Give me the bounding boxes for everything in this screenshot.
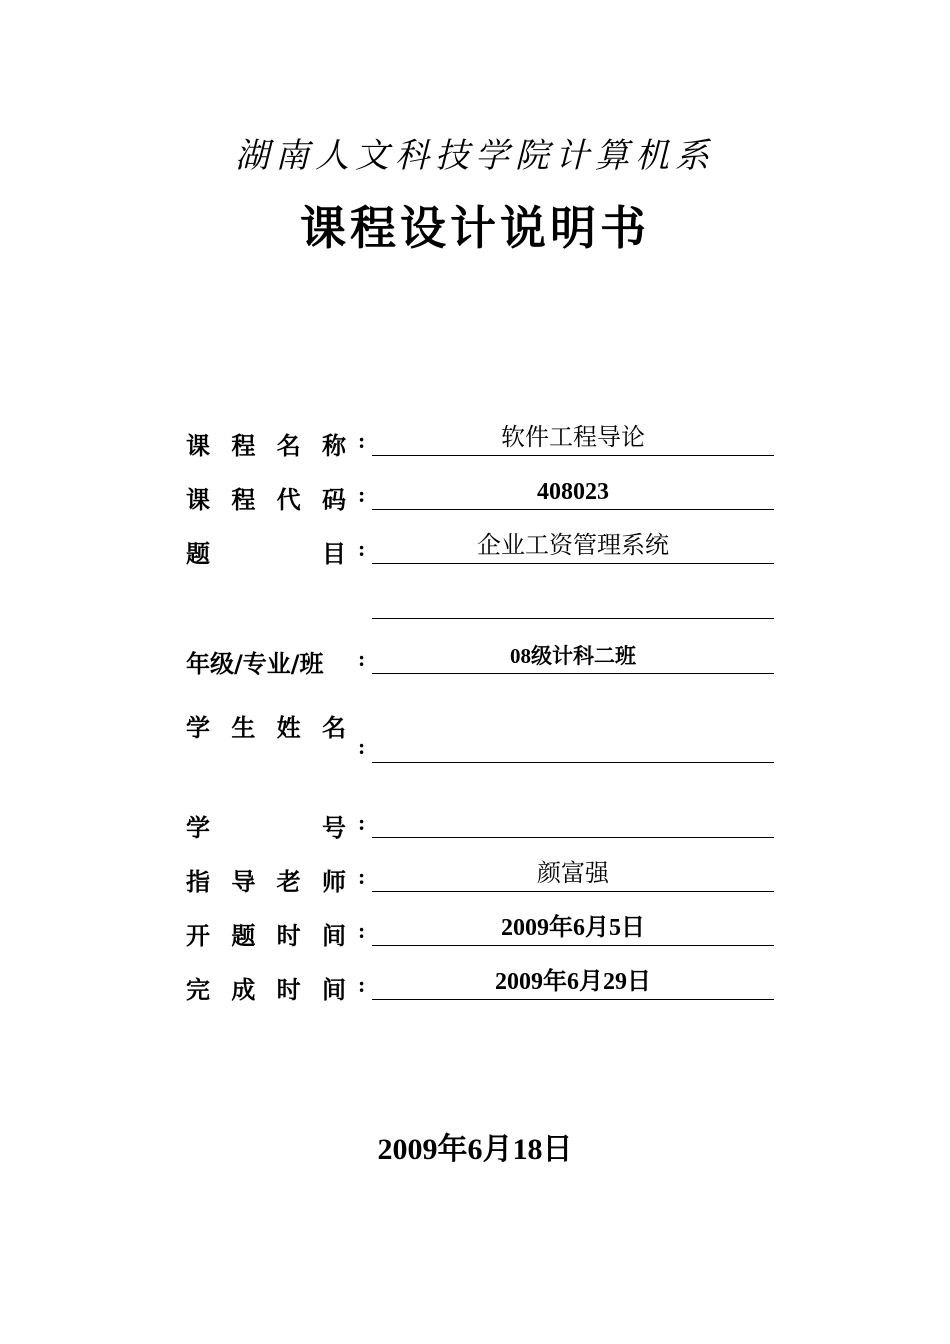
label-char: 程 [231, 432, 256, 460]
student-id-label [186, 808, 346, 843]
label-char: 题 [231, 922, 256, 950]
advisor-label [186, 862, 346, 897]
label-char: 间 [321, 976, 346, 1004]
label-char: 名 [321, 714, 346, 742]
advisor-colon: : [358, 864, 366, 889]
label-char: 开 [186, 922, 210, 950]
school-name: 湖南人文科技学院计算机系 [235, 136, 715, 176]
document-title: 课程设计说明书 [300, 201, 650, 255]
label-char: 码 [321, 486, 346, 514]
label-char: 题 [186, 540, 210, 568]
label-char: 程 [231, 486, 256, 514]
student-name-colon: : [358, 734, 366, 759]
label-char: 间 [321, 922, 346, 950]
student-name-line [372, 732, 774, 763]
start-date-line [372, 915, 774, 946]
course-name-line [372, 425, 774, 456]
label-char: 代 [276, 486, 301, 514]
topic-colon: : [358, 536, 366, 561]
course-name-colon: : [358, 428, 366, 453]
label-char: 号 [322, 814, 346, 842]
class-value: 08级计科二班 [510, 644, 636, 668]
label-char: 时 [276, 922, 301, 950]
course-name-value: 软件工程导论 [501, 423, 645, 451]
finish-date-label [186, 970, 346, 1005]
label-char: 老 [276, 868, 301, 896]
student-id-colon: : [358, 810, 366, 835]
label-char: 目 [322, 540, 346, 568]
start-date-label [186, 916, 346, 951]
label-char: 师 [321, 868, 346, 896]
label-char: 姓 [276, 714, 301, 742]
advisor-line [372, 861, 774, 892]
topic-line [372, 533, 774, 564]
label-char: 成 [231, 976, 256, 1004]
topic-label [186, 534, 346, 569]
student-name-label [186, 708, 346, 743]
label-char: 学 [186, 714, 210, 742]
finish-date-value: 2009年6月29日 [495, 969, 651, 995]
label-char: 指 [186, 868, 210, 896]
finish-date-line [372, 969, 774, 1000]
label-char: 学 [186, 814, 210, 842]
topic-value: 企业工资管理系统 [477, 531, 669, 559]
start-date-colon: : [358, 918, 366, 943]
label-char: 完 [186, 976, 210, 1004]
student-id-line [372, 807, 774, 838]
document-date: 2009年6月18日 [377, 1133, 573, 1166]
course-code-label [186, 480, 346, 515]
advisor-value: 颜富强 [537, 859, 609, 887]
label-char: 课 [186, 486, 210, 514]
class-line [372, 643, 774, 674]
topic-line-2 [372, 588, 774, 619]
label-char: 称 [321, 432, 346, 460]
label-char: 生 [231, 714, 256, 742]
course-code-line [372, 479, 774, 510]
class-label: 年级/专业/班 [186, 650, 324, 678]
label-char: 导 [231, 868, 256, 896]
label-char: 名 [276, 432, 301, 460]
course-code-value: 408023 [537, 479, 609, 505]
course-code-colon: : [358, 482, 366, 507]
class-colon: : [358, 646, 366, 671]
label-char: 课 [186, 432, 210, 460]
start-date-value: 2009年6月5日 [501, 915, 645, 941]
course-name-label [186, 426, 346, 461]
finish-date-colon: : [358, 972, 366, 997]
label-char: 时 [276, 976, 301, 1004]
